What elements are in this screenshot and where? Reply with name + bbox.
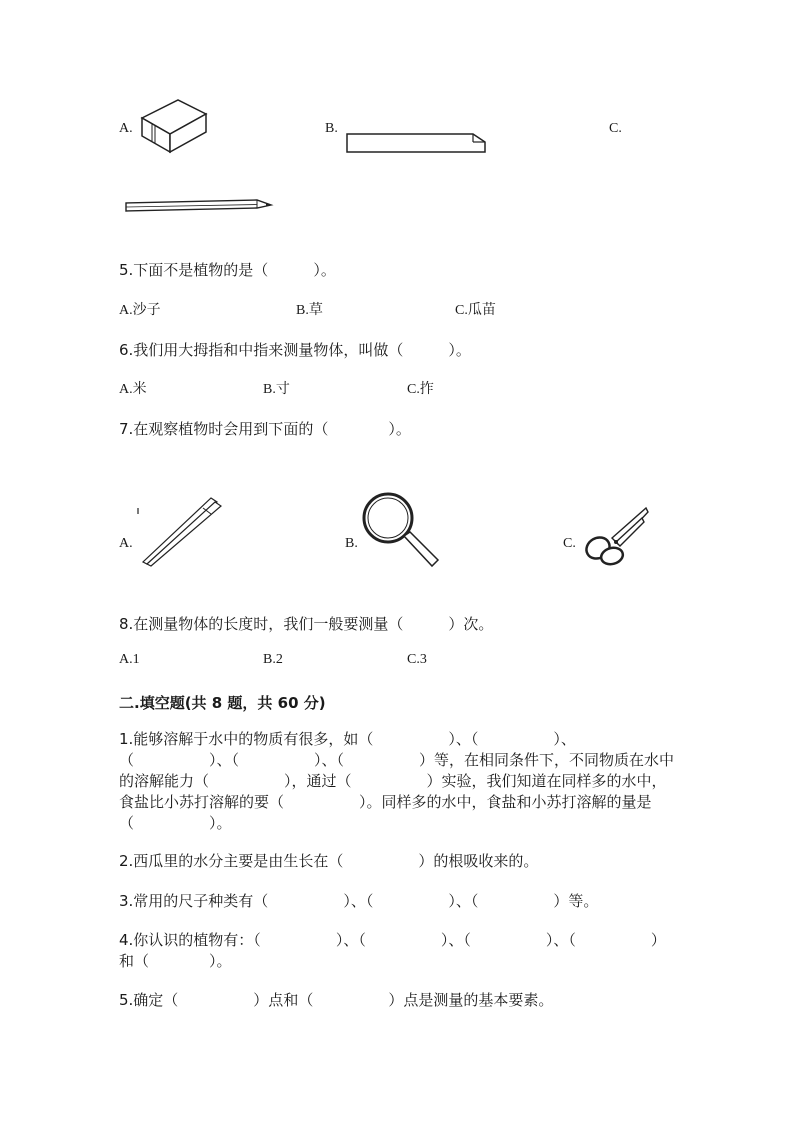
q7-option-c-label: C.: [563, 536, 576, 551]
q5-option-b[interactable]: B.草: [296, 303, 323, 318]
q8-option-b[interactable]: B.2: [263, 652, 283, 667]
q7-stem: 7.在观察植物时会用到下面的（ ）。: [119, 420, 411, 438]
q6-option-a[interactable]: A.米: [119, 382, 147, 397]
q4-option-a-label: A.: [119, 121, 133, 136]
q5-option-a[interactable]: A.沙子: [119, 303, 161, 318]
q6-stem: 6.我们用大拇指和中指来测量物体，叫做（ ）。: [119, 341, 471, 359]
fill-question-4: 4.你认识的植物有：（ ）、（ ）、（ ）、（ ）和（ ）。: [119, 931, 666, 970]
q6-option-b[interactable]: B.寸: [263, 382, 290, 397]
q6-option-c[interactable]: C.拃: [407, 382, 434, 397]
fill-question-5: 5.确定（ ）点和（ ）点是测量的基本要素。: [119, 991, 554, 1009]
q7-option-b-label: B.: [345, 536, 358, 551]
fill-question-3: 3.常用的尺子种类有（ ）、（ ）、（ ）等。: [119, 892, 599, 910]
ruler-icon: [345, 130, 487, 154]
q5-option-c[interactable]: C.瓜苗: [455, 303, 496, 318]
q5-stem: 5.下面不是植物的是（ ）。: [119, 261, 336, 279]
section-title: 二.填空题(共 8 题，共 60 分): [119, 694, 326, 712]
fill-question-2: 2.西瓜里的水分主要是由生长在（ ）的根吸收来的。: [119, 852, 539, 870]
pencil-icon: [125, 197, 273, 213]
magnifying-glass-icon: [362, 492, 440, 568]
q8-option-a[interactable]: A.1: [119, 652, 140, 667]
q7-option-a-label: A.: [119, 536, 133, 551]
chopsticks-icon: [137, 496, 223, 568]
q8-stem: 8.在测量物体的长度时，我们一般要测量（ ）次。: [119, 615, 494, 633]
fill-question-1: 1.能够溶解于水中的物质有很多，如（ ）、（ ）、（ ）、（ ）、（ ）等，在相同条件下，不同物质在水中的溶解能力（ ），通过（ ）实验，我们知道在同样多的水中，食盐比小苏打溶解的要（ ）。同样多的水中，食盐和小苏打溶解的量是（ ）。: [119, 730, 675, 832]
scissors-icon: [582, 504, 650, 566]
eraser-icon: [138, 96, 210, 154]
q4-option-b-label: B.: [325, 121, 338, 136]
q8-option-c[interactable]: C.3: [407, 652, 427, 667]
q4-option-c-label: C.: [609, 121, 622, 136]
